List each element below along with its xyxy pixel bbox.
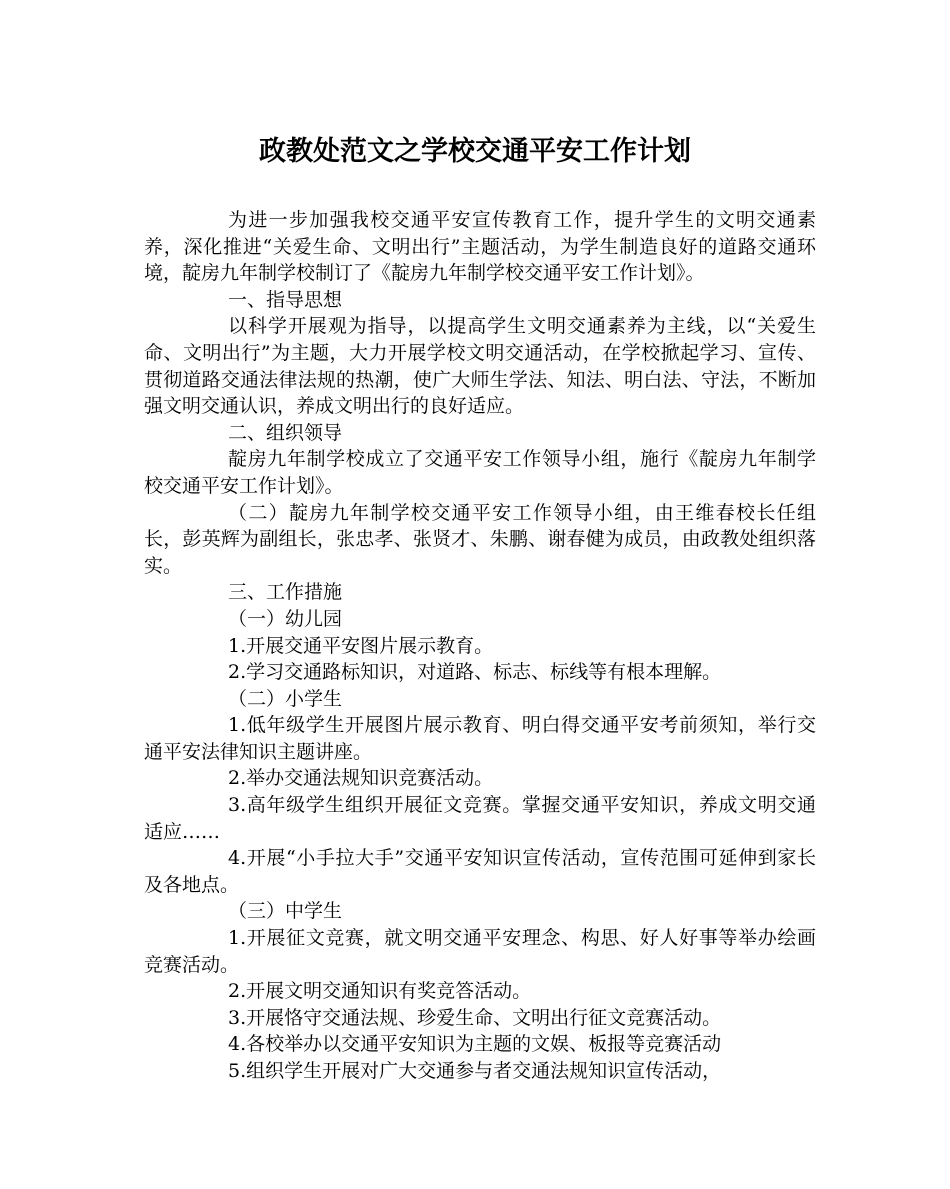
list-item: 2.学习交通路标知识，对道路、标志、标线等有根本理解。 [228,661,722,684]
document-title: 政教处范文之学校交通平安工作计划 [259,136,691,167]
list-item: 5.组织学生开展对广大交通参与者交通法规知识宣传活动， [228,1060,722,1082]
list-item: 4.开展“小手拉大手”交通平安知识宣传活动，宣传范围可延伸到家长及各地点。 [144,847,816,896]
section-heading-organization: 二、组织领导 [228,421,343,444]
list-item: 1.开展征文竞赛，就文明交通平安理念、构思、好人好事等举办绘画竞赛活动。 [144,927,816,976]
section-heading-guiding-ideology: 一、指导思想 [228,288,343,311]
list-item: 4.各校举办以交通平安知识为主题的文娱、板报等竞赛活动 [228,1033,722,1056]
subheading-middle-students: （三）中学生 [228,900,343,923]
section-heading-measures: 三、工作措施 [228,581,343,604]
paragraph-organization: 靛房九年制学校成立了交通平安工作领导小组，施行《靛房九年制学校交通平安工作计划》。 [144,448,816,497]
list-item: 1.低年级学生开展图片展示教育、明白得交通平安考前须知，举行交通平安法律知识主题讲座。 [144,714,816,763]
intro-paragraph: 为进一步加强我校交通平安宣传教育工作，提升学生的文明交通素养，深化推进“关爱生命、文明出行”主题活动，为学生制造良好的道路交通环境，靛房九年制学校制订了《靛房九年制学校交通平安工作计划》。 [144,209,816,285]
subheading-kindergarten: （一）幼儿园 [228,607,343,630]
list-item: 3.高年级学生组织开展征文竞赛。掌握交通平安知识，养成文明交通适应…… [144,794,816,843]
document-body [144,207,816,1085]
list-item: 2.举办交通法规知识竞赛活动。 [228,767,494,790]
list-item: 1.开展交通平安图片展示教育。 [228,634,494,657]
paragraph-guiding-ideology: 以科学开展观为指导，以提高学生文明交通素养为主线，以“关爱生命、文明出行”为主题，大力开展学校文明交通活动，在学校掀起学习、宣传、贯彻道路交通法律法规的热潮，使广大师生学法、知法、明白法、守法，不断加强文明交通认识，养成文明出行的良好适应。 [144,315,816,418]
list-item: 3.开展恪守交通法规、珍爱生命、文明出行征文竞赛活动。 [228,1006,722,1029]
subheading-primary-students: （二）小学生 [228,687,343,710]
paragraph-leadership-group: （二）靛房九年制学校交通平安工作领导小组，由王维春校长任组长，彭英辉为副组长，张忠孝、张贤才、朱鹏、谢春健为成员，由政教处组织落实。 [144,501,816,577]
list-item: 2.开展文明交通知识有奖竞答活动。 [228,980,532,1003]
